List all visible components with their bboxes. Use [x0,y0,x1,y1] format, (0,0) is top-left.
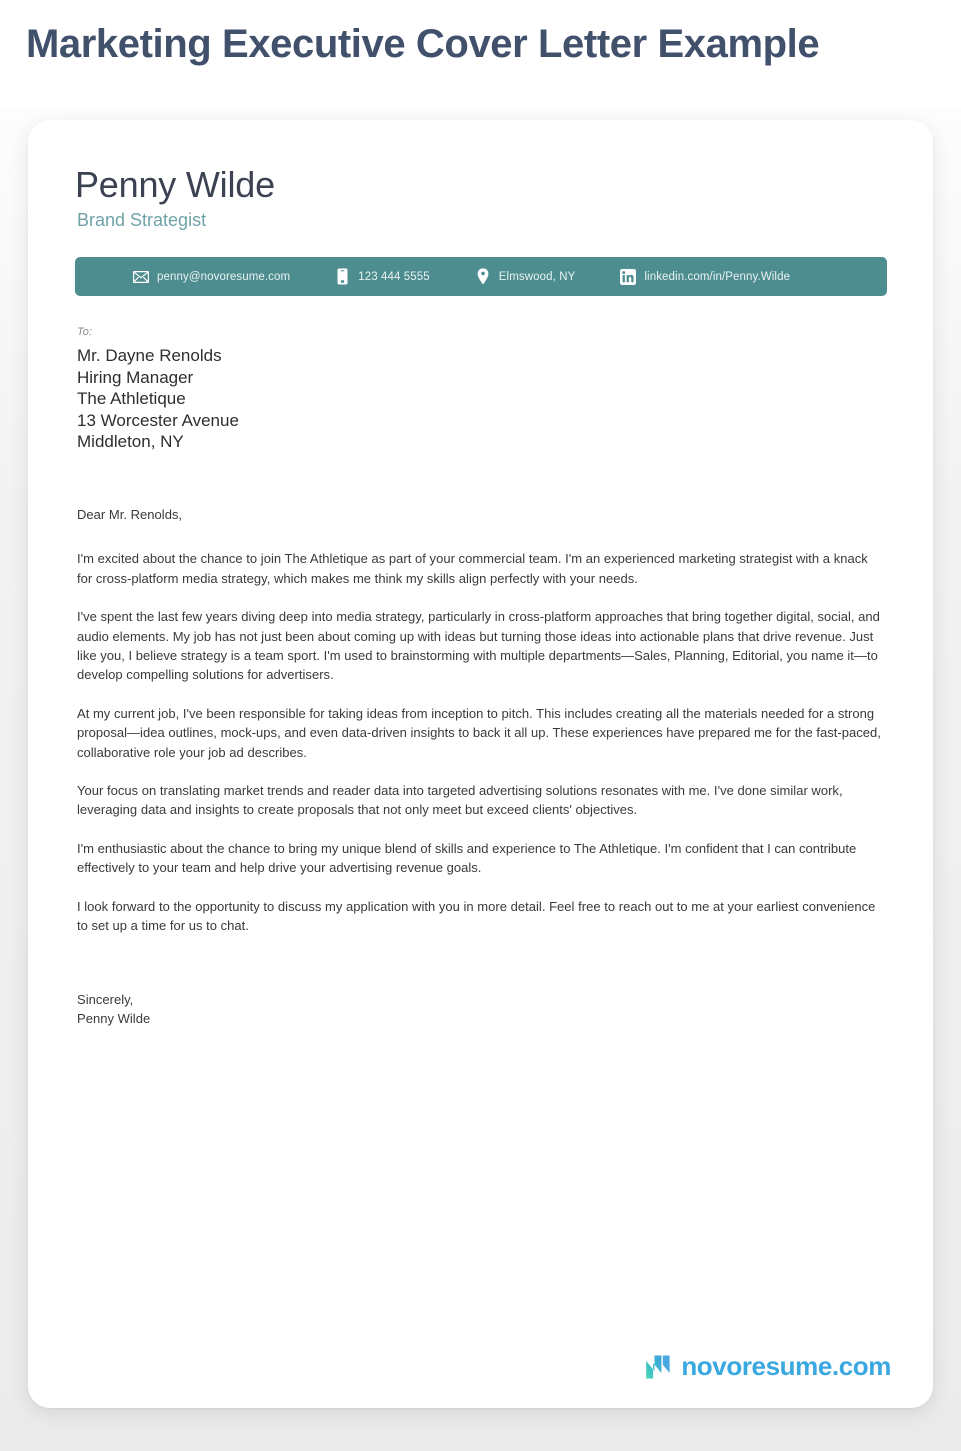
recipient-line: Hiring Manager [77,367,194,387]
mobile-phone-icon [334,269,350,285]
linkedin-icon [620,269,636,285]
recipient-line: Middleton, NY [77,432,184,451]
letter-signoff [77,990,883,1029]
recipient-to-label: To: [77,326,92,338]
recipient-line: 13 Worcester Avenue [77,410,239,430]
location-pin-icon [475,269,491,285]
cover-letter-content [75,120,887,1408]
contact-location-text: Elmswood, NY [498,270,576,283]
letter-body [77,505,883,1028]
contact-phone-text: 123 444 5555 [358,270,430,283]
recipient-line: Mr. Dayne Renolds [77,346,222,365]
letter-salutation: Dear Mr. Renolds, [77,507,183,522]
novoresume-n-logo-icon [643,1352,673,1382]
contact-item-linkedin[interactable] [620,257,790,296]
novoresume-brand[interactable] [643,1351,891,1382]
contact-linkedin-text: linkedin.com/in/Penny.Wilde [644,270,791,283]
applicant-role: Brand Strategist [77,210,207,230]
letter-paragraph: I look forward to the opportunity to discuss my application with you in more detail. Feel free to reach out to me at your earliest convenience to set up a time for us to chat. [77,898,876,934]
novoresume-wordmark: novoresume.com [681,1351,891,1381]
letter-paragraph: At my current job, I've been responsible for taking ideas from inception to pitch. This includes creating all the materials needed for a strong proposal—idea outlines, mock-ups, and even data-driven insights to back it all up. These experiences have prepared me for the fast-paced, collaborative role your job ad describes. [77,705,881,760]
envelope-icon [133,269,149,285]
contact-email-text: penny@novoresume.com [157,270,291,283]
cover-letter-card [28,120,933,1408]
letter-paragraph: I'm enthusiastic about the chance to bring my unique blend of skills and experience to The Athletique. I'm confident that I can contribute effectively to your team and help drive your advertising revenue goals. [77,840,857,876]
letter-paragraph: I've spent the last few years diving deep into media strategy, particularly in cross-platform approaches that bring together digital, social, and audio elements. My job has not just been about coming up with ideas but turning those ideas into actionable plans that drive revenue. Just like you, I believe strategy is a team sport. I'm used to brainstorming with multiple departments—Sales, Planning, Editorial, you name it—to develop compelling solutions for advertisers. [77,609,880,683]
recipient-line: The Athletique [77,389,186,408]
contact-item-location[interactable] [475,257,576,296]
letter-signature: Penny Wilde [77,1010,151,1026]
applicant-name: Penny Wilde [75,164,275,205]
contact-item-email[interactable] [133,257,290,296]
contact-bar [75,257,887,296]
letter-paragraph: Your focus on translating market trends and reader data into targeted advertising solutions resonates with me. I've done similar work, leveraging data and insights to create proposals that not only meet but exceed clients' objectives. [77,783,843,818]
letter-closing: Sincerely, [77,991,134,1007]
letter-paragraph: I'm excited about the chance to join The Athletique as part of your commercial team. I'm an experienced marketing strategist with a knack for cross-platform media strategy, which makes me think my skills align perfectly with your needs. [77,551,868,586]
page-title: Marketing Executive Cover Letter Example [26,22,820,66]
contact-item-phone[interactable] [334,257,430,296]
recipient-address [77,345,239,453]
